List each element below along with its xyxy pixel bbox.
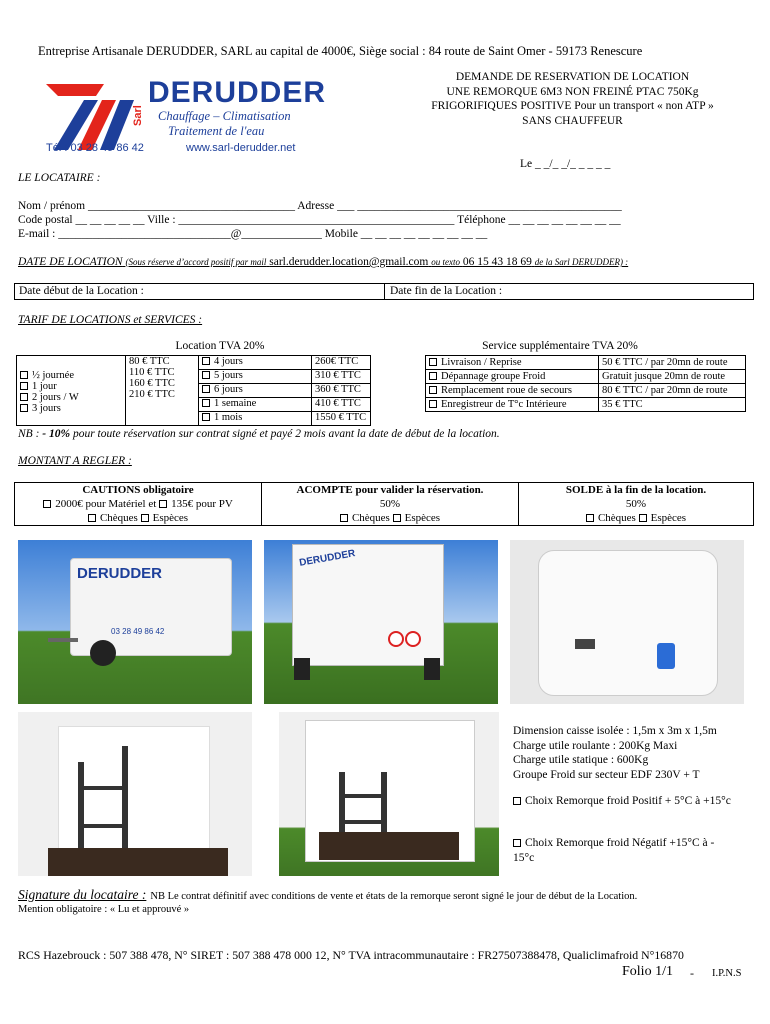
request-line-3: FRIGORIFIQUES POSITIVE Pour un transport « non ATP »: [431, 100, 714, 112]
caution-line1: 2000€ pour Matériel et: [55, 498, 157, 510]
service-item: [426, 398, 599, 412]
solde-head: SOLDE à la fin de la location.: [565, 484, 707, 496]
long-item-label: 1 semaine: [214, 398, 257, 409]
spec-line: Dimension caisse isolée : 1,5m x 3m x 1,5m: [513, 725, 717, 737]
logo-sub1: Chauffage – Climatisation: [158, 109, 291, 123]
shelf: [339, 794, 387, 798]
service-label: Remplacement roue de secours: [441, 385, 572, 396]
trailer-sign-phone: 03 28 49 86 42: [111, 627, 165, 636]
date-location-heading: [18, 256, 628, 268]
footer-rcs: RCS Hazebrouck : 507 388 478, N° SIRET : 507 388 478 000 12, N° TVA intracommunautaire : FR27507388478, Qualiclimafroid N°16870: [18, 948, 684, 962]
checkbox[interactable]: [429, 358, 437, 366]
caution-line1b: 135€ pour PV: [171, 498, 233, 510]
checkbox[interactable]: [141, 514, 149, 522]
wheel-icon: [294, 658, 310, 680]
specs-block: [513, 724, 717, 782]
checkbox[interactable]: [159, 500, 167, 508]
service-label: Livraison / Reprise: [441, 357, 522, 368]
interior-photo-2: [279, 712, 499, 876]
nb-bold: - 10%: [42, 428, 71, 440]
company-line: Entreprise Artisanale DERUDDER, SARL au capital de 4000€, Siège social : 84 route de Saint Omer - 59173 Renescure: [38, 44, 643, 58]
trailer-photo-side: [18, 540, 252, 704]
interior-floor: [319, 832, 459, 860]
shelf: [78, 824, 128, 828]
acompte-percent: 50%: [379, 498, 401, 510]
checkbox[interactable]: [202, 385, 210, 393]
long-item-label: 4 jours: [214, 356, 243, 367]
trailer-box-rear: [292, 544, 444, 666]
long-item-label: 5 jours: [214, 370, 243, 381]
checkbox[interactable]: [20, 393, 28, 401]
speed-sign-icon: [388, 631, 404, 647]
date-location-tail: de la Sarl DERUDDER) :: [534, 257, 629, 267]
service-price: Gratuit jusque 20mn de route: [599, 370, 746, 384]
short-item-label: ½ journée: [32, 370, 74, 381]
long-item-price: 1550 € TTC: [315, 412, 367, 423]
checkbox[interactable]: [429, 400, 437, 408]
acompte-especes: Espèces: [404, 512, 441, 524]
checkbox[interactable]: [20, 404, 28, 412]
long-item-price: 410 € TTC: [312, 398, 370, 412]
choice-negative: [513, 836, 738, 865]
acompte-cell: [262, 483, 519, 526]
shelf: [339, 820, 387, 824]
long-prices-cell: [312, 356, 371, 426]
folio-dash: -: [690, 966, 694, 980]
request-line-4: SANS CHAUFFEUR: [522, 114, 623, 127]
caution-head: CAUTIONS obligatoire: [82, 484, 194, 496]
signature-line: [18, 886, 637, 904]
choice-positive-label: Choix Remorque froid Positif + 5°C à +15°c: [525, 795, 731, 807]
logo-web: www.sarl-derudder.net: [186, 142, 296, 154]
choice-negative-label: Choix Remorque froid Négatif +15°C à - 15°c: [513, 837, 715, 864]
interior-floor: [48, 848, 228, 876]
date-start-field[interactable]: Date début de la Location :: [19, 285, 144, 297]
long-items-cell: [199, 356, 312, 426]
date-location-title: DATE DE LOCATION: [18, 256, 123, 268]
long-item-price: 360 € TTC: [312, 384, 370, 398]
checkbox[interactable]: [20, 382, 28, 390]
service-price: 35 € TTC: [599, 398, 746, 412]
short-item-price: 110 € TTC: [129, 367, 175, 378]
date-line: Le _ _/_ _/_ _ _ _ _: [520, 158, 611, 170]
power-plug-icon: [657, 643, 675, 669]
spec-line: Charge utile roulante : 200Kg Maxi: [513, 739, 678, 752]
checkbox[interactable]: [513, 797, 521, 805]
nb-prefix: NB :: [18, 428, 40, 440]
logo-phone: Tél : 03 28 49 86 42: [46, 142, 144, 154]
checkbox[interactable]: [202, 399, 210, 407]
checkbox[interactable]: [88, 514, 96, 522]
short-prices-cell: [126, 356, 199, 426]
checkbox[interactable]: [586, 514, 594, 522]
locataire-line-3[interactable]: E-mail : ______________________________@______________ Mobile __ __ __ __ __ __ __ __ __: [18, 228, 488, 240]
service-label: Dépannage groupe Froid: [441, 371, 546, 382]
location-header: Location TVA 20%: [175, 340, 265, 352]
short-item-label: 2 jours / W: [32, 392, 79, 403]
short-item-label: 3 jours: [32, 403, 61, 414]
logo-brand: DERUDDER: [148, 76, 327, 109]
wheel-icon: [90, 640, 116, 666]
controller-display-icon: [575, 639, 595, 649]
date-location-phone: 06 15 43 18 69: [462, 256, 532, 268]
short-item-price: 210 € TTC: [129, 389, 175, 400]
choice-positive: [513, 794, 738, 809]
interior-photo-1: [18, 712, 252, 876]
trailer-sign-brand: DERUDDER: [77, 565, 163, 582]
service-item: [426, 384, 599, 398]
request-title: [395, 70, 750, 128]
cooling-unit-panel: [538, 550, 718, 696]
checkbox[interactable]: [20, 371, 28, 379]
request-line-2: UNE REMORQUE 6M3 NON FREINÉ PTAC 750Kg: [446, 85, 699, 98]
checkbox[interactable]: [513, 839, 521, 847]
caution-cheques: Chèques: [99, 512, 138, 524]
caution-cell: [15, 483, 262, 526]
date-location-or: ou texto: [431, 257, 460, 267]
short-item-price: 80 € TTC: [129, 356, 170, 367]
service-item: [426, 370, 599, 384]
folio: Folio 1/1: [622, 964, 673, 979]
speed-sign-icon: [405, 631, 421, 647]
long-item-label: 6 jours: [214, 384, 243, 395]
checkbox[interactable]: [429, 372, 437, 380]
caution-especes: Espèces: [152, 512, 189, 524]
shelf-post: [122, 746, 128, 862]
spec-line: Groupe Froid sur secteur EDF 230V + T: [513, 768, 700, 781]
checkbox[interactable]: [429, 386, 437, 394]
spec-line: Charge utile statique : 600Kg: [513, 754, 649, 766]
checkbox[interactable]: [393, 514, 401, 522]
service-label: Enregistreur de T°c Intérieure: [441, 399, 567, 410]
service-table: [425, 355, 746, 412]
trailer-rear-brand: DERUDDER: [298, 548, 357, 569]
locataire-line-1[interactable]: Nom / prénom ____________________________________ Adresse ___ ______________________________________________: [18, 200, 622, 212]
checkbox[interactable]: [202, 357, 210, 365]
location-table: [16, 355, 371, 426]
nb-rest: pour toute réservation sur contrat signé et payé 2 mois avant la date de début de la location.: [72, 428, 500, 440]
service-item: [426, 356, 599, 370]
solde-percent: 50%: [625, 498, 647, 510]
montant-table: [14, 482, 754, 526]
date-end-field[interactable]: Date fin de la Location :: [390, 285, 503, 297]
signature-mention: Mention obligatoire : « Lu et approuvé »: [18, 904, 190, 915]
cooling-unit-photo: [510, 540, 744, 704]
shelf: [78, 786, 128, 790]
service-price: 80 € TTC / par 20mn de route: [599, 384, 746, 398]
short-item-label: 1 jour: [32, 381, 57, 392]
solde-especes: Espèces: [650, 512, 687, 524]
service-header: Service supplémentaire TVA 20%: [482, 340, 638, 352]
checkbox[interactable]: [202, 413, 210, 421]
date-location-note: (Sous réserve d’accord positif par mail: [125, 257, 267, 267]
trailer-photo-rear: [264, 540, 498, 704]
checkbox[interactable]: [639, 514, 647, 522]
date-fields: [14, 283, 754, 300]
logo-sub2: Traitement de l'eau: [168, 124, 265, 138]
long-item-price: 260€ TTC: [312, 356, 370, 370]
trailer-drawbar: [48, 638, 78, 642]
service-price: 50 € TTC / par 20mn de route: [599, 356, 746, 370]
long-item-price: 310 € TTC: [312, 370, 370, 384]
wheel-icon: [424, 658, 440, 680]
signature-text: NB Le contrat définitif avec conditions de vente et états de la remorque seront signé le jour de début de la Location.: [150, 891, 638, 902]
locataire-line-2[interactable]: Code postal __ __ __ __ __ Ville : ________________________________________________ Téléphone __ __ __ __ __ __ __ __: [18, 214, 621, 226]
ipns: I.P.N.S: [712, 968, 742, 979]
short-item-price: 160 € TTC: [129, 378, 175, 389]
trailer-box: [70, 558, 232, 656]
signature-label: Signature du locataire :: [18, 887, 147, 902]
acompte-cheques: Chèques: [351, 512, 390, 524]
checkbox[interactable]: [43, 500, 51, 508]
checkbox[interactable]: [340, 514, 348, 522]
date-divider: [384, 284, 385, 299]
request-line-1: DEMANDE DE RESERVATION DE LOCATION: [455, 71, 690, 83]
locataire-title: LE LOCATAIRE :: [18, 172, 101, 184]
acompte-head: ACOMPTE pour valider la réservation.: [296, 484, 484, 496]
montant-title: MONTANT A REGLER :: [18, 455, 132, 467]
long-item-label: 1 mois: [214, 412, 243, 423]
tarifs-title: TARIF DE LOCATIONS et SERVICES :: [18, 314, 203, 326]
solde-cheques: Chèques: [597, 512, 636, 524]
short-items-cell: [17, 356, 126, 426]
solde-cell: [519, 483, 754, 526]
nb-discount: [18, 428, 500, 440]
company-logo: [40, 76, 327, 158]
checkbox[interactable]: [202, 371, 210, 379]
date-location-email: sarl.derudder.location@gmail.com: [269, 256, 429, 268]
logo-sarl: Sarl: [132, 105, 144, 126]
